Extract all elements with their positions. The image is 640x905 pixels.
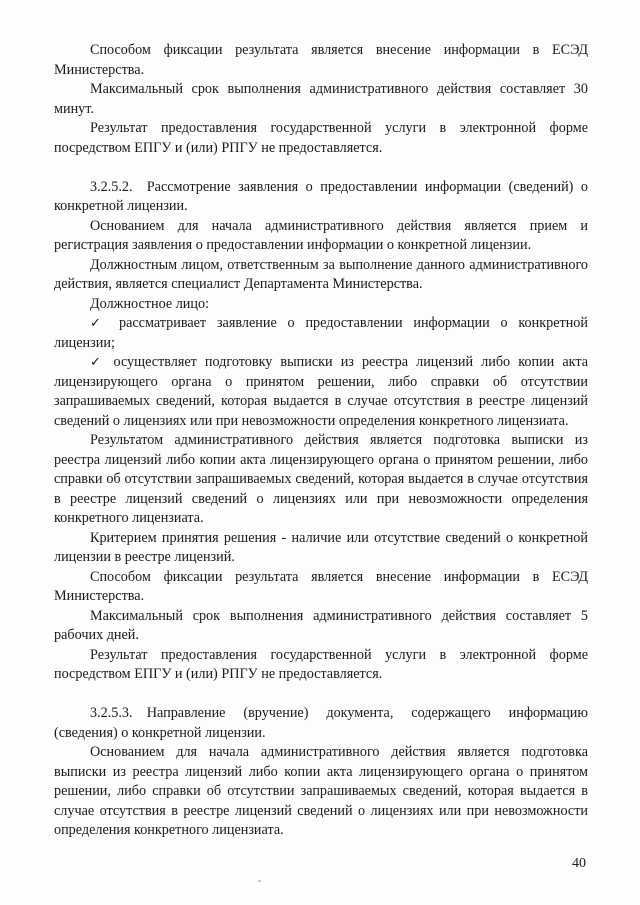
paragraph-official-label: Должностное лицо: xyxy=(90,295,210,312)
paragraph-result-action: Результатом административного действия является подготовка выписки из реестра лицензий либо копии акта лицензирующего органа о принятом решении, либо справки об отсутствии запрашиваемых сведений, которая выдается в случае отсутствия в реестре лицензий сведений о лицензиях или при невозможности определения конкретного лицензиата. xyxy=(54,432,588,526)
paragraph-max-term-2: Максимальный срок выполнения административного действия составляет 5 рабочих дней. xyxy=(54,607,588,643)
bullet-text-2: осуществляет подготовку выписки из реестра лицензий либо копии акта лицензирующего органа о принятом решении, либо справки об отсутствии запрашиваемых сведений, которая выдается в случае отсутствия в реестре лицензий сведений о лицензиях или при невозможности определения конкретного лицензиата. xyxy=(54,354,588,429)
paragraph-max-term-1: Максимальный срок выполнения административного действия составляет 30 минут. xyxy=(54,81,588,117)
paragraph-result-2: Результат предоставления государственной услуги в электронной форме посредством ЕПГУ и (или) РПГУ не предоставляется. xyxy=(54,646,588,682)
page-body xyxy=(54,41,588,841)
paragraph-basis-2: Основанием для начала административного действия является подготовка выписки из реестра лицензий либо копии акта лицензирующего органа о принятом решении, либо справки об отсутствии запрашиваемых сведений, которая выдается в случае отсутствия в реестре лицензий сведений о лицензиях или при невозможности определения конкретного лицензиата. xyxy=(54,744,588,838)
scan-speck xyxy=(258,880,261,882)
checkmark-icon: ✓ xyxy=(90,355,106,370)
paragraph-result-1: Результат предоставления государственной услуги в электронной форме посредством ЕПГУ и (или) РПГУ не предоставляется. xyxy=(54,120,588,156)
paragraph-basis-1: Основанием для начала административного действия является прием и регистрация заявления о предоставлении информации о конкретной лицензии. xyxy=(54,217,588,253)
paragraph-fixation-1: Способом фиксации результата является внесение информации в ЕСЭД Министерства. xyxy=(54,42,588,78)
bullet-item-2 xyxy=(54,353,588,431)
paragraph-criterion: Критерием принятия решения - наличие или отсутствие сведений о конкретной лицензии в реестре лицензий. xyxy=(54,529,588,565)
paragraph-fixation-2: Способом фиксации результата является внесение информации в ЕСЭД Министерства. xyxy=(54,568,588,604)
paragraph-responsible-official: Должностным лицом, ответственным за выполнение данного административного действия, является специалист Департамента Министерства. xyxy=(54,256,588,292)
section-heading-3-2-5-3: 3.2.5.3. Направление (вручение) документа, содержащего информацию (сведения) о конкретной лицензии. xyxy=(54,705,588,741)
checkmark-icon: ✓ xyxy=(90,316,109,331)
page-number: 40 xyxy=(572,856,586,871)
spacer xyxy=(54,685,588,705)
bullet-item-1 xyxy=(54,314,588,353)
spacer xyxy=(54,158,588,178)
bullet-text-1: рассматривает заявление о предоставлении информации о конкретной лицензии; xyxy=(54,315,588,351)
section-heading-3-2-5-2: 3.2.5.2. Рассмотрение заявления о предоставлении информации (сведений) о конкретной лицензии. xyxy=(54,178,588,214)
